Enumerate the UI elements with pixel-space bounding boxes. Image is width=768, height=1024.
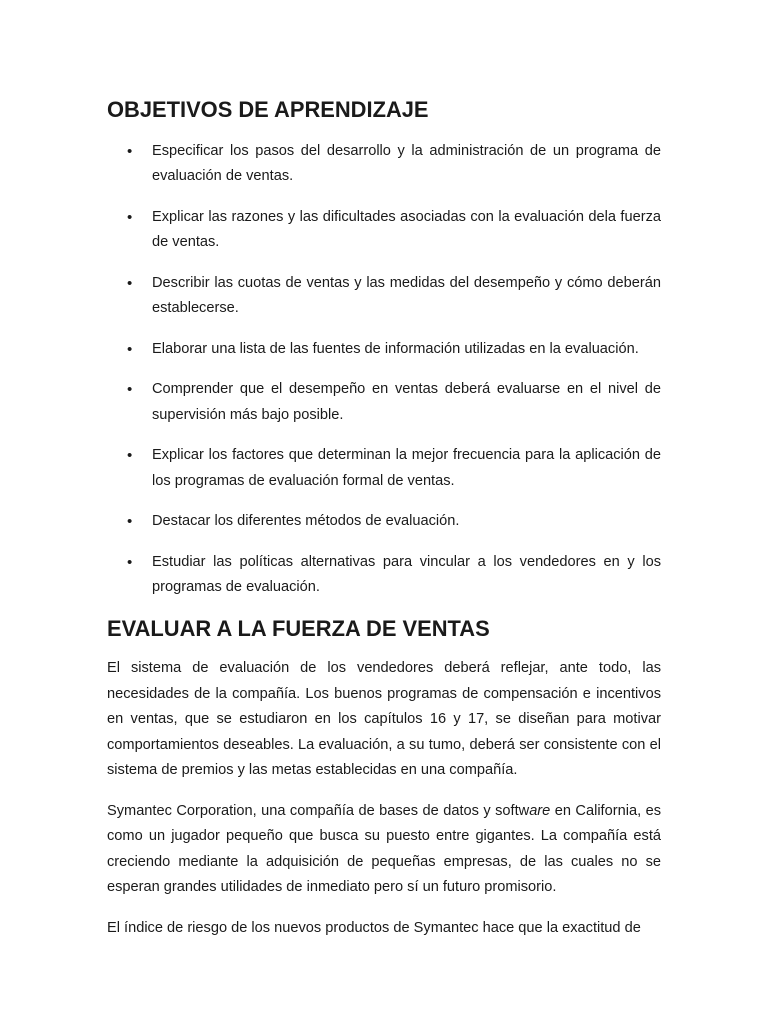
document-body: [107, 97, 661, 956]
paragraph-symantec-start: Symantec Corporation, una compañía de bases de datos y softw: [107, 802, 530, 819]
heading-objetivos: OBJETIVOS DE APRENDIZAJE: [107, 97, 429, 122]
objective-item: • Elaborar una lista de las fuentes de información utilizadas en la evaluación.: [107, 337, 661, 363]
paragraph-sistema-evaluacion: El sistema de evaluación de los vendedores deberá reflejar, ante todo, las necesidades de la compañía. Los buenos programas de compensación e incentivos en ventas, que se estudiaron en los capítulos 16 y 17, se diseñan para motivar comportamientos deseables. La evaluación, a su tumo, deberá ser consistente con el sistema de premios y las metas establecidas en una compañía.: [107, 660, 661, 778]
objective-item: • Explicar los factores que determinan la mejor frecuencia para la aplicación de los programas de evaluación formal de ventas.: [107, 443, 661, 494]
objective-item: • Estudiar las políticas alternativas para vincular a los vendedores en y los programas de evaluación.: [107, 550, 661, 601]
objective-item: • Describir las cuotas de ventas y las medidas del desempeño y cómo deberán establecerse.: [107, 271, 661, 322]
objective-item: • Explicar las razones y las dificultades asociadas con la evaluación dela fuerza de ventas.: [107, 205, 661, 256]
objective-item: • Destacar los diferentes métodos de evaluación.: [107, 509, 661, 535]
objective-item: • Especificar los pasos del desarrollo y la administración de un programa de evaluación de ventas.: [107, 139, 661, 190]
objectives-list: [107, 139, 661, 601]
paragraph-symantec-italic: are: [529, 802, 551, 819]
objective-item: • Comprender que el desempeño en ventas deberá evaluarse en el nivel de supervisión más bajo posible.: [107, 377, 661, 428]
paragraph-indice-riesgo: El índice de riesgo de los nuevos productos de Symantec hace que la exactitud de: [107, 919, 641, 936]
paragraph-symantec-end: en California, es como un jugador pequeño que busca su puesto entre gigantes. La compañía está creciendo mediante la adquisición de pequeñas empresas, de las cuales no se esperan grandes utilidades de inmediato pero sí un futuro promisorio.: [107, 802, 661, 895]
heading-evaluar-fuerza-ventas: EVALUAR A LA FUERZA DE VENTAS: [107, 615, 490, 641]
paragraph-symantec: [107, 799, 661, 901]
